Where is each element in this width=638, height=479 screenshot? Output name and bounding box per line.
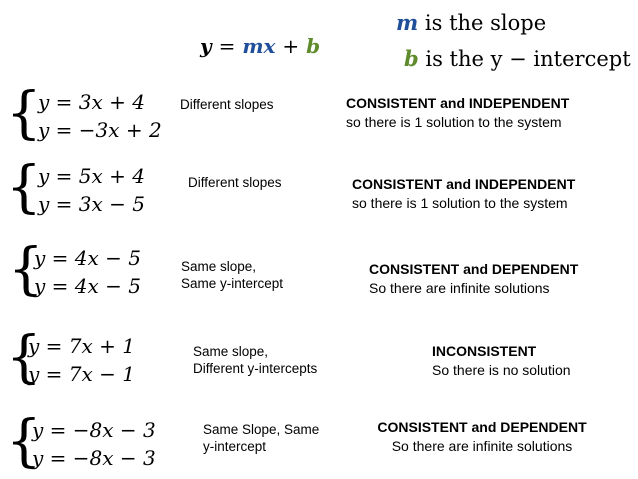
result-heading: CONSISTENT and DEPENDENT <box>369 261 579 277</box>
system-5-equations <box>32 416 156 472</box>
system-2-equations <box>38 162 145 218</box>
system-5-description <box>203 421 319 455</box>
description-line: y-intercept <box>203 439 267 454</box>
system-brace: { <box>6 409 42 474</box>
system-brace: { <box>6 81 42 146</box>
slope-intercept-formula <box>200 34 320 58</box>
equation: y = −3x + 2 <box>38 118 162 142</box>
description-line: Different y-intercepts <box>193 361 318 376</box>
description-line: Different slopes <box>188 175 282 190</box>
equation: y = 4x − 5 <box>34 274 141 298</box>
description-line: Different slopes <box>180 97 274 112</box>
system-3-description <box>181 258 283 292</box>
equation: y = −8x − 3 <box>32 418 156 442</box>
description-line: Same slope, <box>181 259 257 274</box>
legend-b-var: b <box>404 46 419 71</box>
equation: y = 5x + 4 <box>38 164 145 188</box>
system-brace: { <box>8 237 44 302</box>
legend-m-text: is the slope <box>424 11 547 35</box>
equation: y = 7x − 1 <box>28 362 135 386</box>
system-1-result <box>346 94 569 132</box>
equation: y = 3x − 5 <box>38 192 145 216</box>
description-line: Same y-intercept <box>181 276 284 291</box>
system-2-result <box>352 175 575 213</box>
equation: y = 4x − 5 <box>34 246 141 270</box>
system-2-description <box>188 174 282 191</box>
result-heading: CONSISTENT and INDEPENDENT <box>346 95 570 111</box>
system-4-equations <box>28 332 135 388</box>
system-4-description <box>193 343 317 377</box>
formula-plus: + <box>282 34 300 58</box>
result-heading: INCONSISTENT <box>432 343 537 359</box>
system-4-result <box>432 342 571 380</box>
formula-y: y <box>200 34 212 58</box>
equation: y = −8x − 3 <box>32 446 156 470</box>
system-brace: { <box>6 155 42 220</box>
result-text: So there are infinite solutions <box>391 438 573 454</box>
system-5-result <box>362 418 602 456</box>
result-text: so there is 1 solution to the system <box>352 195 568 211</box>
system-brace: { <box>6 325 42 390</box>
formula-equals: = <box>218 34 236 58</box>
result-heading: CONSISTENT and INDEPENDENT <box>352 176 576 192</box>
description-line: Same slope, <box>193 344 269 359</box>
formula-b: b <box>306 34 321 58</box>
legend-slope <box>396 10 546 35</box>
legend-m-var: m <box>396 10 419 35</box>
formula-mx: mx <box>242 34 276 58</box>
result-text: so there is 1 solution to the system <box>346 114 562 130</box>
result-text: So there is no solution <box>432 362 571 378</box>
legend-b-text: is the y − intercept <box>425 47 631 71</box>
legend-intercept <box>404 46 631 71</box>
result-text: So there are infinite solutions <box>369 280 550 296</box>
system-1-description <box>180 96 274 113</box>
result-heading: CONSISTENT and DEPENDENT <box>377 419 587 435</box>
equation: y = 7x + 1 <box>28 334 135 358</box>
system-3-result <box>369 260 578 298</box>
system-3-equations <box>34 244 141 300</box>
system-1-equations <box>38 88 162 144</box>
equation: y = 3x + 4 <box>38 90 145 114</box>
description-line: Same Slope, Same <box>203 422 320 437</box>
